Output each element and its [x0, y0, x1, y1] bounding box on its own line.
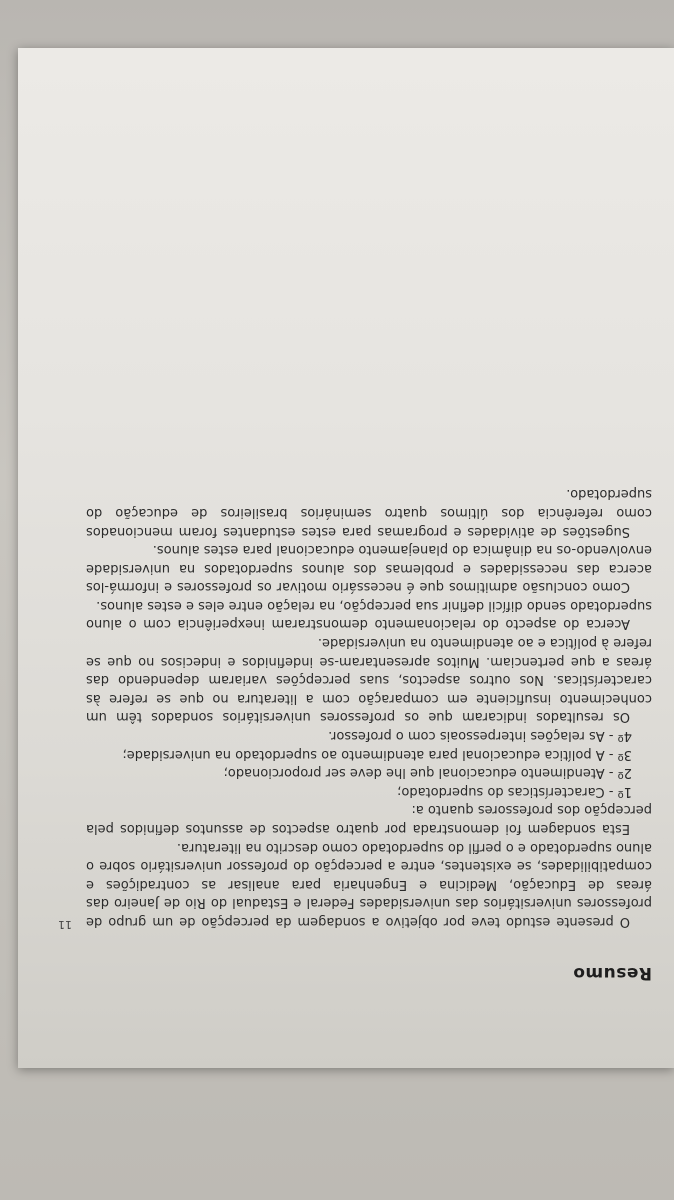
page-number: 11: [58, 918, 72, 931]
list-item-3: 3º - A política educacional para atendimento ao superdotado na universidade;: [122, 746, 632, 762]
paragraph-results: Os resultados indicaram que os professores universitários sondados têm um conhecimento insuficiente em comparação com a literatura no que se refere às características. Nos outros aspectos, suas percepções variaram dependendo das áreas a que pertenciam. Muitos apresentaram-se indefinidos e indecisos no que se refere à política e ao atendimento na universidade.: [86, 635, 652, 725]
abstract-body: [86, 484, 652, 930]
page-content: [18, 48, 674, 1068]
list-item-4: 4º - As relações interpessoais com o professor.: [328, 728, 632, 744]
document-page: [18, 48, 674, 1068]
paragraph-intro: O presente estudo teve por objetivo a sondagem da percepção de um grupo de professores universitários das universidades Federal e Estadual do Rio de Janeiro das áreas de Educação, Medicina e Engenharia para analisar as contradições e compatibilidades, se existentes, entre a percepção do professor universitário sobre o aluno superdotado e o perfil do superdotado como descrito na literatura.: [86, 839, 652, 929]
paragraph-relationship: Acerca do aspecto do relacionamento demonstraram inexperiência com o aluno superdotado sendo difícil definir sua percepção, na relação entre eles e estes alunos.: [86, 597, 652, 632]
paragraph-suggestions: Sugestões de atividades e programas para estes estudantes foram mencionados como referência dos últimos quatro seminários brasileiros de educação do superdotado.: [86, 486, 652, 539]
page-title: Resumo: [572, 963, 652, 983]
list-item-2: 2º - Atendimento educacional que lhe deve ser proporcionado;: [223, 765, 632, 781]
paragraph-conclusion: Como conclusão admitimos que é necessário motivar os professores e informá-los acerca das necessidades e problemas dos alunos superdotados na universidade envolvendo-os na dinâmica do planejamento educacional para estes alunos.: [86, 542, 652, 595]
paragraph-survey: Esta sondagem foi demonstrada por quatro aspectos de assuntos definidos pela percepção dos professores quanto a:: [86, 802, 652, 837]
list-item-1: 1º - Características do superdotado;: [397, 783, 632, 799]
